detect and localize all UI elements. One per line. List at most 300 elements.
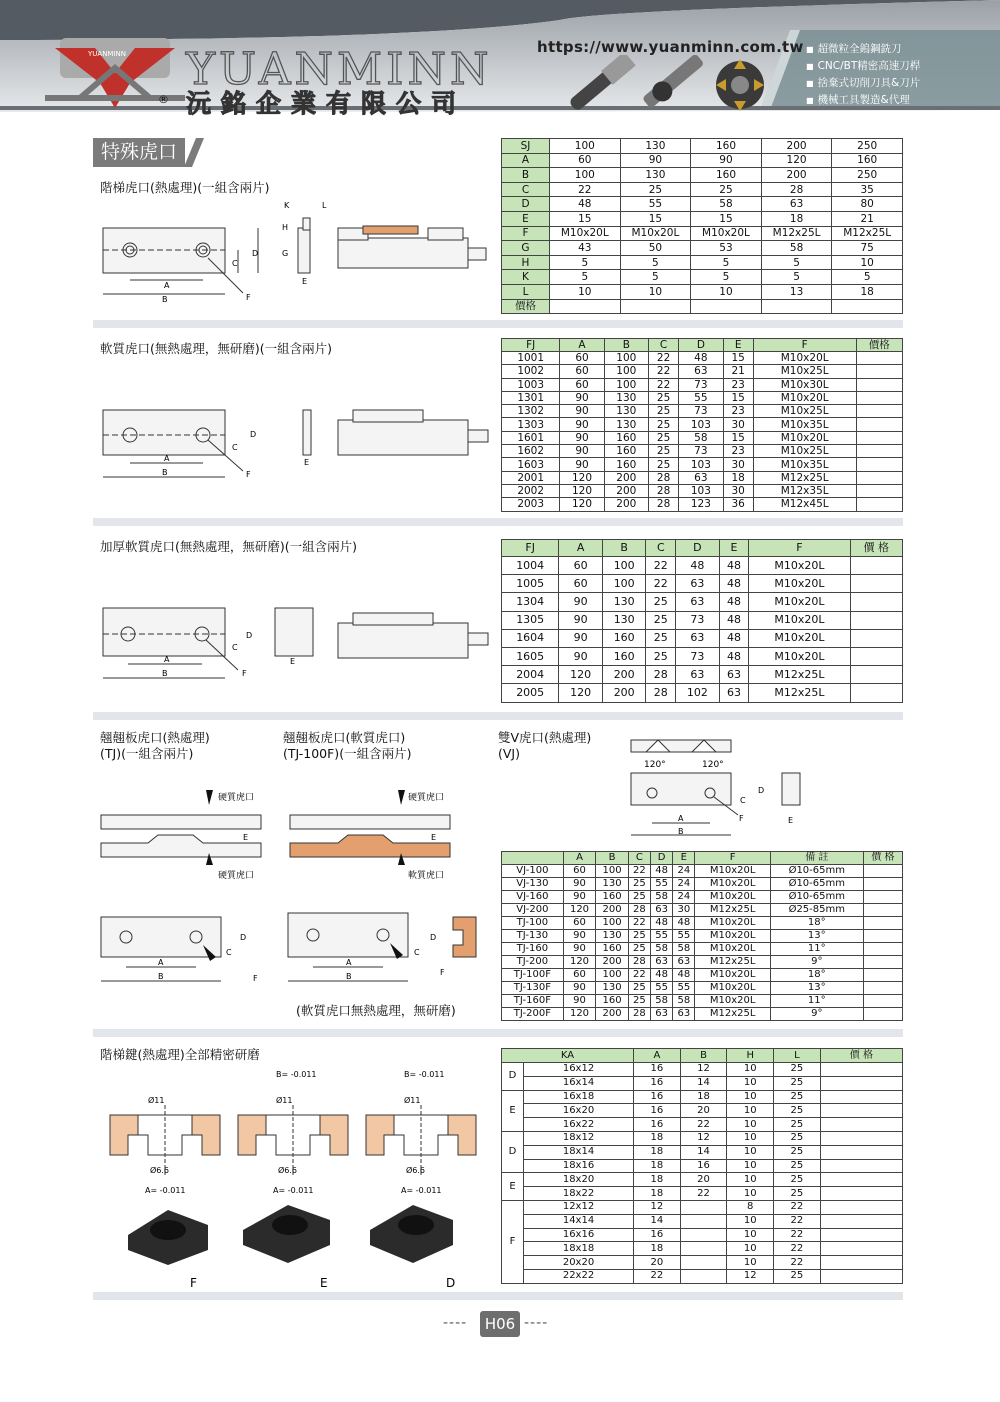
table-cell: 160 bbox=[691, 139, 762, 154]
table-cell: 22 bbox=[774, 1242, 821, 1256]
table-row bbox=[502, 917, 903, 930]
row-header: SJ bbox=[502, 139, 550, 154]
column-header: F bbox=[749, 540, 850, 557]
table-cell: M10x20L bbox=[695, 891, 770, 904]
table-cell: 28 bbox=[648, 484, 678, 497]
table-cell: 100 bbox=[602, 575, 646, 593]
table-cell: 48 bbox=[676, 557, 720, 575]
table-cell bbox=[850, 684, 903, 702]
table-row bbox=[502, 270, 903, 285]
table-row bbox=[502, 339, 903, 352]
table-cell: 103 bbox=[679, 458, 723, 471]
dimension-label: Ø11 bbox=[276, 1096, 293, 1105]
table-cell bbox=[832, 299, 903, 314]
table-cell: 130 bbox=[604, 418, 648, 431]
table-cell: 15 bbox=[550, 211, 621, 226]
table-cell: 200 bbox=[602, 684, 646, 702]
svg-text:C: C bbox=[232, 259, 238, 268]
table-cell: 10 bbox=[727, 1131, 774, 1145]
table-cell: M12x45L bbox=[753, 498, 856, 511]
svg-text:B: B bbox=[678, 827, 684, 836]
table-cell: 1305 bbox=[502, 611, 559, 629]
table-row bbox=[502, 241, 903, 256]
svg-text:E: E bbox=[788, 816, 794, 825]
table-cell: 63 bbox=[679, 365, 723, 378]
table-cell: 25 bbox=[648, 458, 678, 471]
table-cell: 73 bbox=[679, 378, 723, 391]
table-cell bbox=[680, 1269, 727, 1283]
svg-text:K: K bbox=[284, 201, 290, 210]
table-cell: 63 bbox=[673, 956, 695, 969]
table-cell bbox=[856, 445, 902, 458]
separator bbox=[93, 712, 903, 720]
service-item: ■ CNC/BT精密高速刀桿 bbox=[806, 58, 920, 73]
table-cell: 16 bbox=[634, 1104, 681, 1118]
table-cell bbox=[863, 943, 902, 956]
table-row bbox=[502, 1228, 903, 1242]
table-row bbox=[502, 611, 903, 629]
table-cell: 55 bbox=[651, 982, 673, 995]
table-row bbox=[502, 878, 903, 891]
price-cell bbox=[820, 1256, 902, 1270]
table-cell: 120 bbox=[559, 666, 603, 684]
table-cell: 73 bbox=[676, 611, 720, 629]
table-row bbox=[502, 431, 903, 444]
table-row bbox=[502, 153, 903, 168]
table-cell: 48 bbox=[550, 197, 621, 212]
table-cell: 120 bbox=[563, 956, 596, 969]
svg-text:C: C bbox=[232, 643, 238, 652]
table-row bbox=[502, 352, 903, 365]
table-cell: M12x35L bbox=[753, 484, 856, 497]
table-cell: 10 bbox=[550, 284, 621, 299]
table-cell: M10x20L bbox=[753, 391, 856, 404]
step-key-section bbox=[366, 1105, 476, 1175]
column-header: FJ bbox=[502, 339, 560, 352]
price-cell bbox=[820, 1131, 902, 1145]
table-cell bbox=[680, 1256, 727, 1270]
service-item: ■ 捨棄式切削刀具&刀片 bbox=[806, 75, 920, 90]
table-cell: 90 bbox=[559, 647, 603, 665]
table-cell: 58 bbox=[651, 891, 673, 904]
table-cell bbox=[856, 498, 902, 511]
table-cell: 25 bbox=[628, 982, 650, 995]
table-cell: 13° bbox=[770, 930, 863, 943]
table-cell: 10 bbox=[727, 1118, 774, 1132]
table-cell: 63 bbox=[673, 1008, 695, 1021]
table-row bbox=[502, 956, 903, 969]
table-cell bbox=[856, 378, 902, 391]
price-cell bbox=[820, 1104, 902, 1118]
table-cell: 23 bbox=[723, 378, 753, 391]
table-cell: 25 bbox=[628, 878, 650, 891]
table-cell: 22 bbox=[774, 1228, 821, 1242]
svg-text:A: A bbox=[346, 958, 352, 967]
table-cell: 58 bbox=[651, 995, 673, 1008]
table-cell: 1004 bbox=[502, 557, 559, 575]
table-cell: 48 bbox=[673, 917, 695, 930]
table-row bbox=[502, 471, 903, 484]
table-cell bbox=[856, 418, 902, 431]
table-row bbox=[502, 405, 903, 418]
table-cell: 25 bbox=[774, 1159, 821, 1173]
svg-text:D: D bbox=[446, 1276, 456, 1290]
svg-text:120°: 120° bbox=[702, 760, 724, 770]
table-cell: 100 bbox=[596, 917, 629, 930]
page-dash-right: ---- bbox=[524, 1315, 549, 1331]
column-header: A bbox=[559, 540, 603, 557]
table-cell: 1602 bbox=[502, 445, 560, 458]
dimension-label: A= -0.011 bbox=[273, 1186, 314, 1195]
svg-text:F: F bbox=[242, 669, 247, 678]
table-cell: 18 bbox=[634, 1187, 681, 1201]
table-cell: 10 bbox=[727, 1090, 774, 1104]
svg-text:F: F bbox=[440, 968, 445, 977]
table-cell: 12x12 bbox=[524, 1200, 634, 1214]
column-header: D bbox=[679, 339, 723, 352]
table-cell: 10 bbox=[727, 1159, 774, 1173]
svg-text:H: H bbox=[282, 223, 289, 232]
table-cell: M10x20L bbox=[695, 995, 770, 1008]
table-cell: 90 bbox=[560, 458, 604, 471]
table-cell bbox=[680, 1214, 727, 1228]
table-cell: 18 bbox=[634, 1242, 681, 1256]
table-cell: 5 bbox=[550, 270, 621, 285]
table-cell bbox=[680, 1242, 727, 1256]
table-row bbox=[502, 484, 903, 497]
table-cell: M10x20L bbox=[749, 647, 850, 665]
table-cell: 200 bbox=[761, 168, 832, 183]
table-cell: 10 bbox=[727, 1214, 774, 1228]
table-row bbox=[502, 498, 903, 511]
table-cell: 5 bbox=[620, 255, 691, 270]
table-cell: 90 bbox=[560, 418, 604, 431]
svg-text:120°: 120° bbox=[644, 760, 666, 770]
svg-text:YUANMINN: YUANMINN bbox=[88, 50, 127, 58]
page-number: H06 bbox=[480, 1311, 520, 1337]
table-cell: 22 bbox=[680, 1118, 727, 1132]
table-cell: 22 bbox=[774, 1200, 821, 1214]
table-cell: 16x12 bbox=[524, 1063, 634, 1077]
svg-text:D: D bbox=[240, 933, 247, 942]
table-cell: 25 bbox=[774, 1145, 821, 1159]
table-cell: 100 bbox=[602, 557, 646, 575]
table-cell: 130 bbox=[604, 405, 648, 418]
column-header: KA bbox=[502, 1049, 634, 1063]
column-header: B bbox=[596, 852, 629, 865]
column-header: 價 格 bbox=[863, 852, 902, 865]
table-cell: 48 bbox=[651, 917, 673, 930]
table-cell bbox=[850, 593, 903, 611]
svg-text:F: F bbox=[739, 814, 744, 823]
table-cell: 90 bbox=[560, 431, 604, 444]
table-cell: 90 bbox=[563, 943, 596, 956]
table-cell: 25 bbox=[774, 1118, 821, 1132]
svg-text:D: D bbox=[430, 933, 437, 942]
price-cell bbox=[820, 1200, 902, 1214]
table-cell: 15 bbox=[723, 352, 753, 365]
table-cell: M12x25L bbox=[749, 684, 850, 702]
table-cell: 160 bbox=[596, 891, 629, 904]
table-cell: 160 bbox=[596, 943, 629, 956]
table-cell: 63 bbox=[651, 904, 673, 917]
table-row bbox=[502, 365, 903, 378]
table-cell: 90 bbox=[559, 611, 603, 629]
table-cell: 55 bbox=[673, 930, 695, 943]
table-cell: 63 bbox=[676, 593, 720, 611]
table-cell: 100 bbox=[596, 969, 629, 982]
table-row bbox=[502, 1118, 903, 1132]
table-cell: 1603 bbox=[502, 458, 560, 471]
table-cell: 50 bbox=[620, 241, 691, 256]
table-cell: 25 bbox=[646, 629, 676, 647]
svg-text:A: A bbox=[678, 814, 684, 823]
table-cell bbox=[863, 904, 902, 917]
table-cell: 160 bbox=[596, 995, 629, 1008]
table-cell: 25 bbox=[646, 611, 676, 629]
table-cell: 10 bbox=[727, 1076, 774, 1090]
table-cell: M10x20L bbox=[695, 982, 770, 995]
table-cell: 1005 bbox=[502, 575, 559, 593]
row-header: H bbox=[502, 255, 550, 270]
table-cell: 22 bbox=[634, 1269, 681, 1283]
table-cell: 55 bbox=[679, 391, 723, 404]
table-row bbox=[502, 458, 903, 471]
table-cell: 18 bbox=[634, 1131, 681, 1145]
table-cell: 90 bbox=[560, 391, 604, 404]
table-cell: M10x20L bbox=[695, 943, 770, 956]
table-cell: 1303 bbox=[502, 418, 560, 431]
svg-text:D: D bbox=[252, 249, 259, 258]
separator bbox=[93, 320, 903, 328]
table-cell: M10x20L bbox=[753, 431, 856, 444]
column-header: H bbox=[727, 1049, 774, 1063]
table-cell: Ø10-65mm bbox=[770, 891, 863, 904]
table-cell: 8 bbox=[727, 1200, 774, 1214]
table-cell: 16 bbox=[634, 1076, 681, 1090]
table-cell bbox=[856, 484, 902, 497]
price-cell bbox=[820, 1228, 902, 1242]
table-cell: 14 bbox=[680, 1145, 727, 1159]
group-label: F bbox=[502, 1200, 524, 1283]
website-url[interactable]: https://www.yuanminn.com.tw bbox=[537, 38, 804, 56]
table-cell: 18 bbox=[680, 1090, 727, 1104]
table-cell: 60 bbox=[563, 917, 596, 930]
table-cell: 16x16 bbox=[524, 1228, 634, 1242]
brand-english: YUANMINN bbox=[186, 44, 493, 95]
svg-text:E: E bbox=[431, 833, 437, 842]
table-cell: 73 bbox=[679, 405, 723, 418]
table-cell: 48 bbox=[719, 629, 749, 647]
row-header: 價格 bbox=[502, 299, 550, 314]
table-cell bbox=[863, 982, 902, 995]
table-cell: 16 bbox=[634, 1090, 681, 1104]
caption-thick-soft-jaw: 加厚軟質虎口(無熱處理，無研磨)(一組含兩片) bbox=[100, 539, 358, 554]
table-cell: M10x20L bbox=[695, 917, 770, 930]
table-cell: 200 bbox=[604, 471, 648, 484]
table-cell: 48 bbox=[651, 865, 673, 878]
table-cell: M10x20L bbox=[749, 629, 850, 647]
dimension-label: Ø11 bbox=[148, 1096, 165, 1105]
table-cell: 75 bbox=[832, 241, 903, 256]
table-cell: 250 bbox=[832, 139, 903, 154]
table-cell: 5 bbox=[761, 270, 832, 285]
table-row bbox=[502, 593, 903, 611]
table-cell: 10 bbox=[727, 1228, 774, 1242]
price-cell bbox=[820, 1187, 902, 1201]
table-cell: 200 bbox=[602, 666, 646, 684]
svg-text:B: B bbox=[162, 468, 168, 477]
table-cell: 103 bbox=[679, 484, 723, 497]
table-cell: 48 bbox=[719, 593, 749, 611]
table-cell: 5 bbox=[691, 270, 762, 285]
row-header: E bbox=[502, 211, 550, 226]
table-cell: 123 bbox=[679, 498, 723, 511]
table-cell: M10x20L bbox=[749, 557, 850, 575]
table-cell: 160 bbox=[602, 647, 646, 665]
table-cell: M10x20L bbox=[753, 352, 856, 365]
table-cell: M10x35L bbox=[753, 458, 856, 471]
table-cell: TJ-160F bbox=[502, 995, 564, 1008]
table-cell: 100 bbox=[604, 378, 648, 391]
svg-text:硬質虎口: 硬質虎口 bbox=[408, 793, 445, 803]
table-cell: M12x25L bbox=[749, 666, 850, 684]
table-cell: 160 bbox=[691, 168, 762, 183]
table-cell: 100 bbox=[604, 352, 648, 365]
table-cell: 10 bbox=[727, 1173, 774, 1187]
table-cell: 63 bbox=[761, 197, 832, 212]
price-cell bbox=[820, 1173, 902, 1187]
table-cell: 25 bbox=[648, 391, 678, 404]
table-cell: 90 bbox=[559, 629, 603, 647]
table-cell: 200 bbox=[761, 139, 832, 154]
table-cell: 18° bbox=[770, 969, 863, 982]
table-cell: VJ-160 bbox=[502, 891, 564, 904]
table-cell: 20 bbox=[680, 1173, 727, 1187]
table-cell: 10 bbox=[727, 1187, 774, 1201]
table-cell: 5 bbox=[832, 270, 903, 285]
table-row bbox=[502, 1187, 903, 1201]
table-row bbox=[502, 852, 903, 865]
table-cell: 11° bbox=[770, 995, 863, 1008]
caption-vj: 雙V虎口(熱處理) bbox=[498, 730, 592, 745]
table-cell: 30 bbox=[723, 418, 753, 431]
table-row bbox=[502, 865, 903, 878]
svg-text:F: F bbox=[190, 1276, 197, 1290]
table-cell: 10 bbox=[727, 1063, 774, 1077]
table-cell: 5 bbox=[550, 255, 621, 270]
vj-tj-table bbox=[501, 851, 903, 1021]
table-cell: M10x20L bbox=[695, 878, 770, 891]
table-cell: 22 bbox=[550, 182, 621, 197]
table-cell: 28 bbox=[648, 471, 678, 484]
table-cell: 25 bbox=[648, 405, 678, 418]
table-cell: 28 bbox=[628, 904, 650, 917]
column-header: E bbox=[673, 852, 695, 865]
table-cell: 73 bbox=[679, 445, 723, 458]
table-cell: 63 bbox=[651, 956, 673, 969]
svg-text:E: E bbox=[304, 458, 310, 467]
table-cell bbox=[856, 365, 902, 378]
table-cell: 25 bbox=[774, 1090, 821, 1104]
table-cell: 25 bbox=[774, 1076, 821, 1090]
table-cell: 9° bbox=[770, 1008, 863, 1021]
table-cell: 18x14 bbox=[524, 1145, 634, 1159]
table-cell: 22 bbox=[774, 1256, 821, 1270]
svg-text:G: G bbox=[282, 249, 289, 258]
row-header: F bbox=[502, 226, 550, 241]
table-row bbox=[502, 1008, 903, 1021]
table-cell: 25 bbox=[646, 593, 676, 611]
table-cell: 24 bbox=[673, 878, 695, 891]
table-cell: 5 bbox=[761, 255, 832, 270]
table-cell: Ø25-85mm bbox=[770, 904, 863, 917]
table-row bbox=[502, 1159, 903, 1173]
table-cell: 22 bbox=[680, 1187, 727, 1201]
table-cell: M10x20L bbox=[749, 593, 850, 611]
table-cell: 28 bbox=[646, 684, 676, 702]
table-cell: 18 bbox=[761, 211, 832, 226]
table-cell: 23 bbox=[723, 445, 753, 458]
table-row bbox=[502, 1269, 903, 1283]
table-cell bbox=[863, 917, 902, 930]
table-row bbox=[502, 378, 903, 391]
caption-stepped-jaw: 階梯虎口(熱處理)(一組含兩片) bbox=[100, 180, 270, 195]
row-header: G bbox=[502, 241, 550, 256]
column-header: C bbox=[648, 339, 678, 352]
table-row bbox=[502, 666, 903, 684]
table-row bbox=[502, 1145, 903, 1159]
table-cell: 25 bbox=[648, 431, 678, 444]
svg-text:硬質虎口: 硬質虎口 bbox=[218, 871, 255, 881]
group-label: E bbox=[502, 1090, 524, 1131]
table-cell: 35 bbox=[832, 182, 903, 197]
caption-vj-sub: (VJ) bbox=[498, 746, 520, 761]
table-cell: 120 bbox=[560, 498, 604, 511]
caption-tj: 翹翹板虎口(熱處理) bbox=[100, 730, 210, 745]
table-cell: 25 bbox=[648, 418, 678, 431]
table-cell: 130 bbox=[602, 593, 646, 611]
title-slash-icon bbox=[184, 138, 210, 167]
svg-text:A: A bbox=[164, 655, 170, 664]
table-cell: 25 bbox=[628, 943, 650, 956]
table-row bbox=[502, 969, 903, 982]
table-cell: 16x22 bbox=[524, 1118, 634, 1132]
price-cell bbox=[820, 1063, 902, 1077]
price-cell bbox=[820, 1076, 902, 1090]
table-cell: 14x14 bbox=[524, 1214, 634, 1228]
svg-text:E: E bbox=[290, 657, 296, 666]
table-cell bbox=[856, 352, 902, 365]
table-cell: 100 bbox=[596, 865, 629, 878]
table-cell: M10x20L bbox=[695, 865, 770, 878]
table-cell: 1601 bbox=[502, 431, 560, 444]
table-cell: 15 bbox=[620, 211, 691, 226]
table-cell: 28 bbox=[628, 1008, 650, 1021]
table-cell: 30 bbox=[673, 904, 695, 917]
price-cell bbox=[820, 1145, 902, 1159]
table-cell: 20 bbox=[680, 1104, 727, 1118]
table-cell: 25 bbox=[774, 1104, 821, 1118]
table-cell bbox=[850, 575, 903, 593]
column-header: D bbox=[651, 852, 673, 865]
table-cell: 16x18 bbox=[524, 1090, 634, 1104]
table-cell: 28 bbox=[646, 666, 676, 684]
table-cell: M12x25L bbox=[695, 956, 770, 969]
header bbox=[0, 0, 1000, 125]
table-cell: 120 bbox=[563, 904, 596, 917]
group-label: D bbox=[502, 1131, 524, 1172]
